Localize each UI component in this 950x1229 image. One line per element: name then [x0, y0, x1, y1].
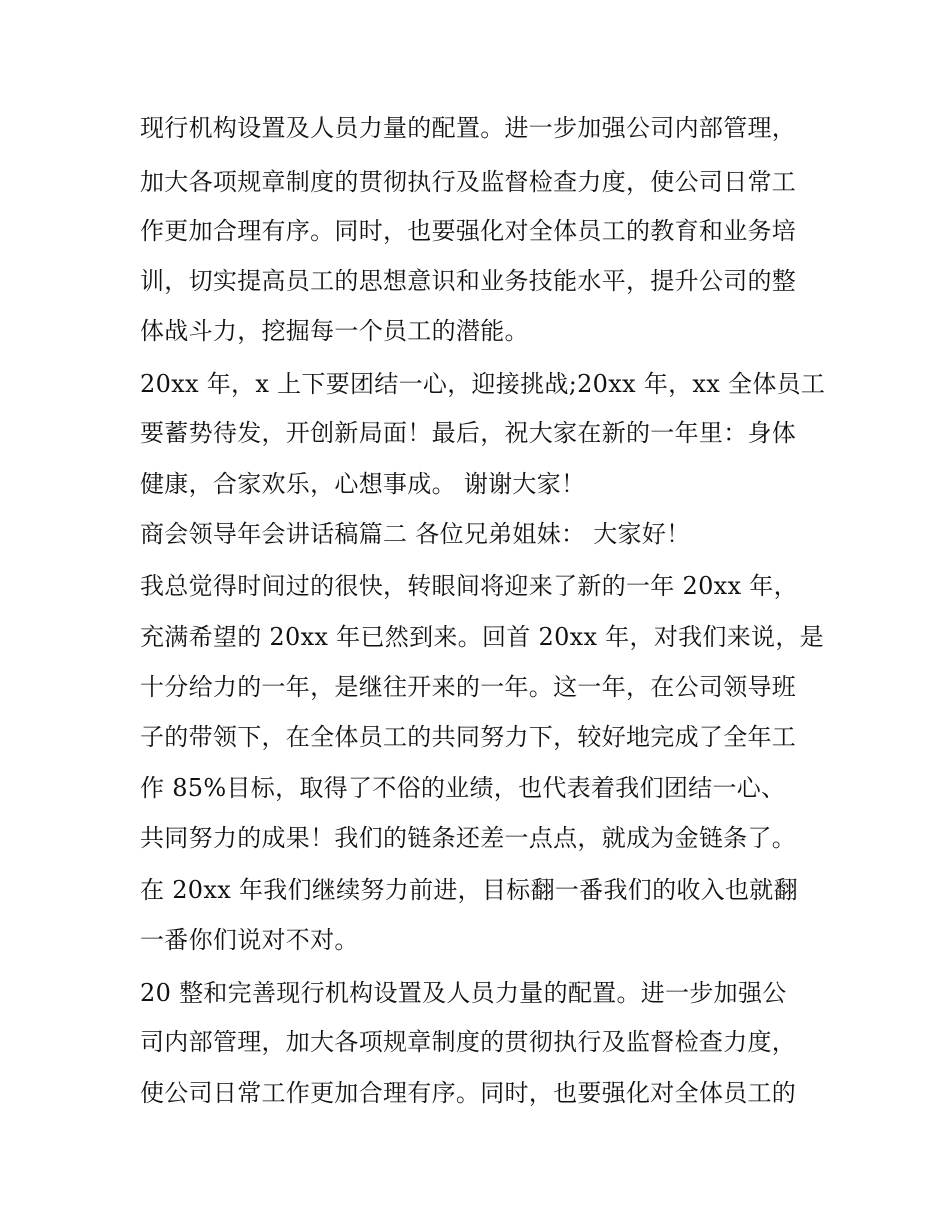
text-line: 作 85%目标，取得了不俗的业绩，也代表着我们团结一心、	[140, 774, 786, 802]
text-line: 作更加合理有序。同时，也要强化对全体员工的教育和业务培	[140, 217, 797, 245]
text-line: 要蓄势待发，开创新局面！最后，祝大家在新的一年里：身体	[140, 419, 797, 447]
text-line: 体战斗力，挖掘每一个员工的潜能。	[140, 317, 529, 345]
text-line: 十分给力的一年，是继往开来的一年。这一年，在公司领导班	[140, 673, 797, 701]
text-line: 我总觉得时间过的很快，转眼间将迎来了新的一年 20xx 年，	[140, 572, 798, 600]
text-line: 司内部管理，加大各项规章制度的贯彻执行及监督检查力度，	[140, 1028, 797, 1056]
text-line: 一番你们说对不对。	[140, 926, 359, 954]
text-line: 20xx 年，x 上下要团结一心，迎接挑战;20xx 年，xx 全体员工	[140, 370, 826, 398]
text-line: 使公司日常工作更加合理有序。同时，也要强化对全体员工的	[140, 1079, 797, 1107]
text-line: 现行机构设置及人员力量的配置。进一步加强公司内部管理，	[140, 114, 797, 142]
text-line: 健康，合家欢乐，心想事成。 谢谢大家！	[140, 470, 586, 498]
text-line: 在 20xx 年我们继续努力前进，目标翻一番我们的收入也就翻	[140, 876, 798, 904]
text-line: 共同努力的成果！我们的链条还差一点点，就成为金链条了。	[140, 824, 797, 852]
text-line: 子的带领下，在全体员工的共同努力下，较好地完成了全年工	[140, 723, 797, 751]
text-line: 加大各项规章制度的贯彻执行及监督检查力度，使公司日常工	[140, 168, 797, 196]
text-line: 20 整和完善现行机构设置及人员力量的配置。进一步加强公	[140, 979, 787, 1007]
section-heading-line: 商会领导年会讲话稿篇二 各位兄弟姐妹： 大家好！	[140, 520, 691, 548]
text-line: 充满希望的 20xx 年已然到来。回首 20xx 年，对我们来说，是	[140, 623, 824, 651]
text-line: 训，切实提高员工的思想意识和业务技能水平，提升公司的整	[140, 267, 797, 295]
